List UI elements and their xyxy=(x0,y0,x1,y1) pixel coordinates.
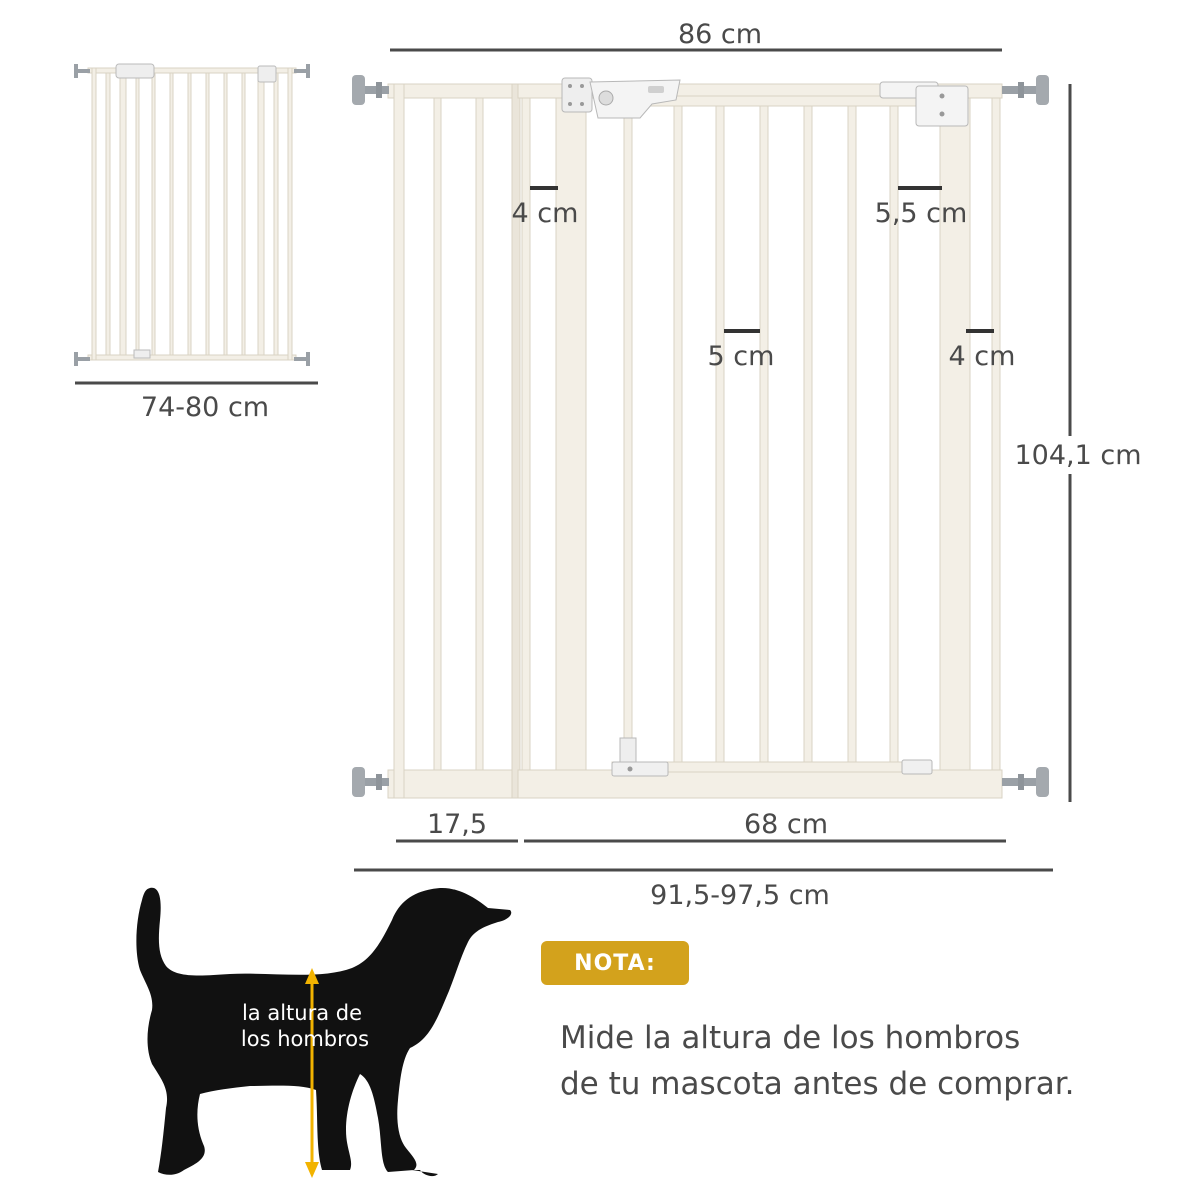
door-width-label: 68 cm xyxy=(743,809,829,840)
total-width-label: 91,5-97,5 cm xyxy=(650,880,830,911)
bar-gap-left-label: 4 cm xyxy=(511,198,579,229)
top-width-label: 86 cm xyxy=(677,19,763,50)
small-latch xyxy=(116,64,154,78)
bar-gap-top-right-label: 5,5 cm xyxy=(874,198,968,229)
shoulder-label-line2: los hombros xyxy=(240,1027,370,1051)
left-extension-top xyxy=(388,84,518,98)
extension-label: 17,5 xyxy=(426,809,488,840)
bar-gap-door-label: 5 cm xyxy=(707,341,775,372)
small-gate xyxy=(74,64,318,423)
small-width-label: 74-80 cm xyxy=(140,392,270,423)
note-text xyxy=(560,1015,1180,1107)
shoulder-label-line1: la altura de xyxy=(241,1001,363,1025)
note-badge: NOTA: xyxy=(541,941,689,985)
note-line-2: de tu mascota antes de comprar. xyxy=(560,1066,1075,1102)
latch-handle xyxy=(562,78,680,118)
bar-gap-right-label: 4 cm xyxy=(948,341,1016,372)
height-label: 104,1 cm xyxy=(1014,440,1142,471)
large-gate xyxy=(352,75,1049,798)
note-line-1: Mide la altura de los hombros xyxy=(560,1020,1021,1056)
left-extension-bottom xyxy=(388,770,518,798)
